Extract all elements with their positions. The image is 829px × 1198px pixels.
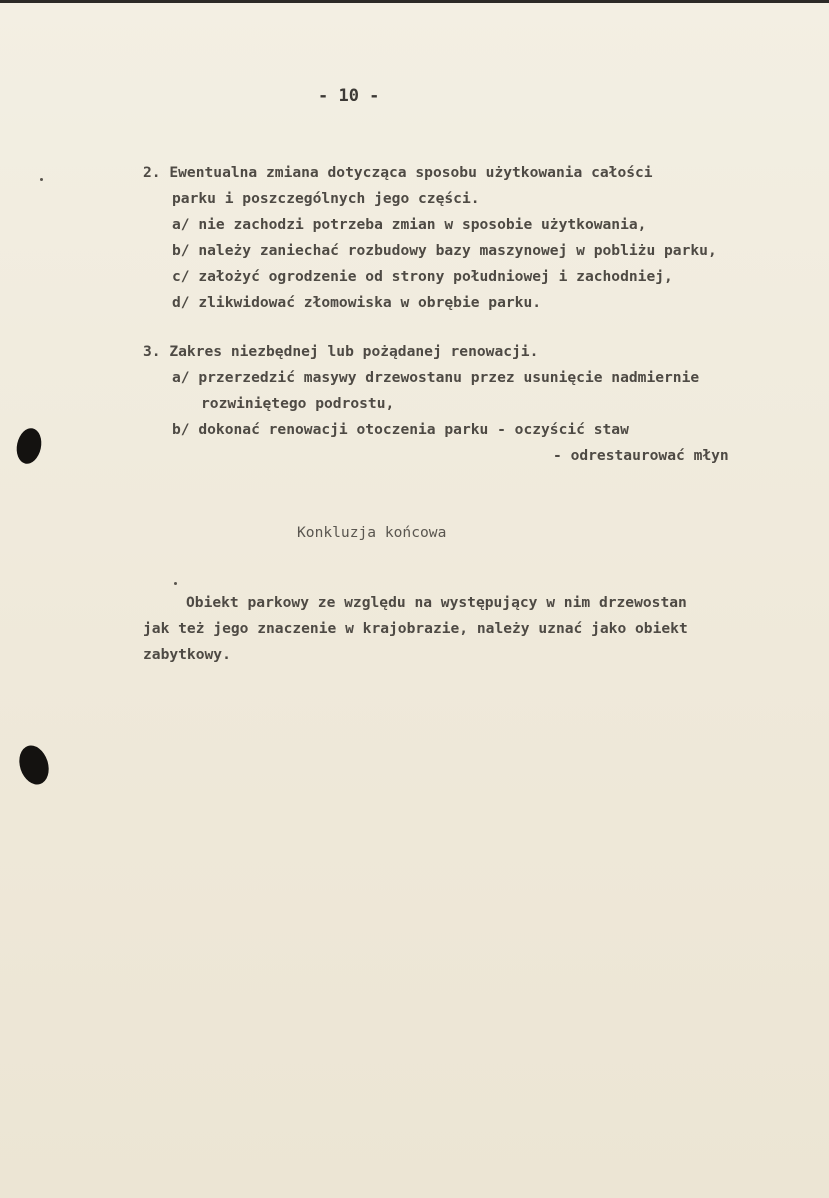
conclusion-line-2: jak też jego znaczenie w krajobrazie, należy uznać jako obiekt bbox=[143, 620, 688, 637]
section-2-title-line-1: 2. Ewentualna zmiana dotycząca sposobu użytkowania całości bbox=[143, 164, 653, 181]
page-number: - 10 - bbox=[318, 86, 380, 106]
section-2-item-d: d/ zlikwidować złomowiska w obrębie parku. bbox=[172, 294, 542, 311]
section-3-item-a-line-1: a/ przerzedzić masywy drzewostanu przez usunięcie nadmiernie bbox=[172, 369, 700, 386]
section-2-title-line-2: parku i poszczególnych jego części. bbox=[172, 190, 480, 207]
scan-speck bbox=[40, 178, 43, 181]
punch-hole-lower bbox=[15, 742, 54, 789]
section-3-item-b-line-2: - odrestaurować młyn bbox=[553, 447, 729, 464]
section-3-title: 3. Zakres niezbędnej lub pożądanej renowacji. bbox=[143, 343, 539, 360]
conclusion-heading: Konkluzja końcowa bbox=[297, 524, 447, 541]
punch-hole-upper bbox=[14, 426, 45, 466]
conclusion-line-1: Obiekt parkowy ze względu na występujący w nim drzewostan bbox=[186, 594, 687, 611]
scan-top-edge bbox=[0, 0, 829, 3]
section-3-item-a-line-2: rozwiniętego podrostu, bbox=[201, 395, 395, 412]
section-2-item-b: b/ należy zaniechać rozbudowy bazy maszynowej w pobliżu parku, bbox=[172, 242, 717, 259]
section-2-item-c: c/ założyć ogrodzenie od strony południowej i zachodniej, bbox=[172, 268, 673, 285]
section-3-item-b-line-1: b/ dokonać renowacji otoczenia parku - oczyścić staw bbox=[172, 421, 629, 438]
conclusion-line-3: zabytkowy. bbox=[143, 646, 231, 663]
section-2-item-a: a/ nie zachodzi potrzeba zmian w sposobie użytkowania, bbox=[172, 216, 647, 233]
scan-speck bbox=[174, 582, 177, 585]
